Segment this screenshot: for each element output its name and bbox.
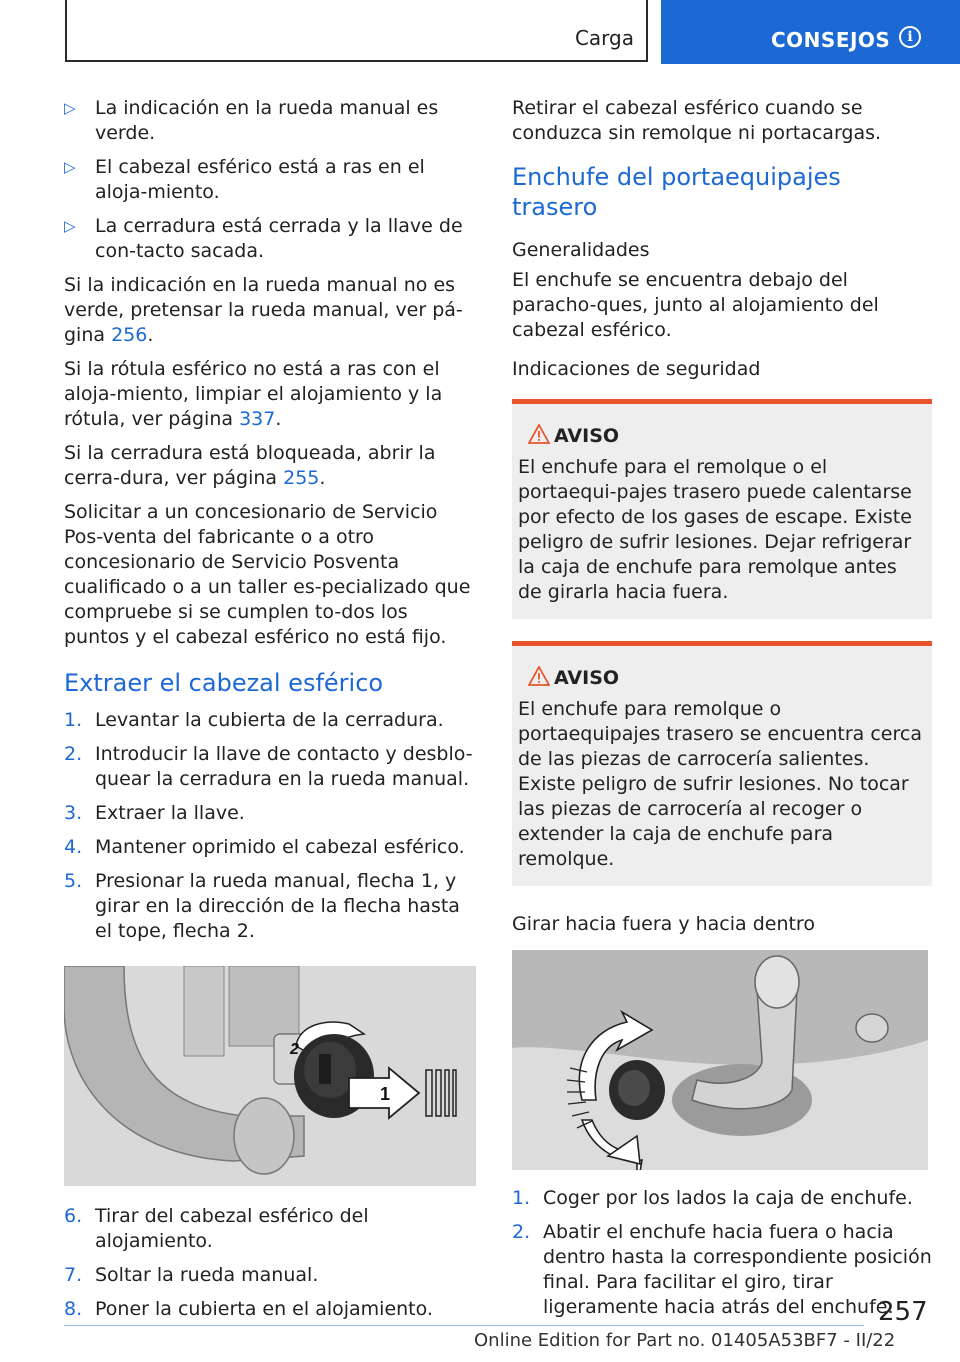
list-item: 7. Soltar la rueda manual. [64,1264,319,1286]
steps-list [64,708,476,944]
page-number: 257 [878,1297,928,1327]
right-column [512,96,932,1330]
triangle-bullet-icon: ▷ [64,217,76,235]
warning-box [512,641,932,886]
triangle-bullet-icon: ▷ [64,99,76,117]
list-item: 4. Mantener oprimido el cabezal esférico. [64,836,465,858]
footer-divider [64,1325,864,1326]
page-link[interactable]: 255 [283,467,320,489]
paragraph: Si la indicación en la rueda manual no es verde, pretensar la rueda manual, ver pá-gina 256. [64,274,463,346]
page-link[interactable]: 256 [111,324,148,346]
steps-list-continued [64,1204,476,1322]
list-item: 2. Introducir la llave de contacto y desblo-quear la cerradura en la rueda manual. [64,743,473,790]
section-heading: Extraer el cabezal esférico [64,669,384,697]
warning-text: El enchufe para remolque o portaequipajes trasero se encuentra cerca de las piezas de carrocería salientes. Existe peligro de sufrir lesiones. No tocar las piezas de carrocería al recoger o extender la caja de enchufe para remolque. [518,698,922,870]
info-icon: i [899,26,921,48]
subheading: Indicaciones de seguridad [512,358,761,380]
paragraph: El enchufe se encuentra debajo del paracho-ques, junto al alojamiento del cabezal esférico. [512,269,879,341]
warning-title: AVISO [554,667,620,689]
triangle-bullet-icon: ▷ [64,158,76,176]
edition-footer: Online Edition for Part no. 01405A53BF7 - II/22 [474,1330,896,1351]
paragraph: Solicitar a un concesionario de Servicio Pos-venta del fabricante o a otro concesionario de Servicio Posventa cualificado o a un taller es-pecializado que compruebe si se cumplen to-dos los puntos y el cabezal esférico no está fijo. [64,501,471,648]
paragraph: Retirar el cabezal esférico cuando se conduzca sin remolque ni portacargas. [512,97,882,144]
warning-box [512,399,932,619]
section-heading: Enchufe del portaequipajes trasero [512,163,841,221]
subheading: Generalidades [512,239,650,261]
page-link[interactable]: 337 [239,408,276,430]
warning-text: El enchufe para el remolque o el portaequi-pajes trasero puede calentarse por efecto de los gases de escape. Existe peligro de sufrir lesiones. Dejar refrigerar la caja de enchufe para remolque antes de girarla hacia fuera. [518,456,912,603]
paragraph: Si la rótula esférico no está a ras con el aloja-miento, limpiar el alojamiento y la rótula, ver página 337. [64,358,443,430]
subheading: Girar hacia fuera y hacia dentro [512,913,815,935]
paragraph: Si la cerradura está bloqueada, abrir la cerra-dura, ver página 255. [64,442,436,489]
arrow-label-2: 2 [290,1041,299,1058]
towbar-illustration [64,966,476,1186]
header-chapter-box [65,0,648,62]
list-item: 1. Coger por los lados la caja de enchufe. [512,1187,913,1209]
warning-title: AVISO [554,425,620,447]
list-item: 8. Poner la cubierta en el alojamiento. [64,1298,433,1320]
list-item: 1. Levantar la cubierta de la cerradura. [64,709,444,731]
list-item: ▷ El cabezal esférico está a ras en el aloja-miento. [64,156,425,203]
arrow-label-1: 1 [380,1084,391,1104]
left-column [64,96,476,1332]
list-item: 6. Tirar del cabezal esférico del alojamiento. [64,1205,369,1252]
list-item: ▷ La indicación en la rueda manual es verde. [64,97,439,144]
header-section-tab[interactable] [661,0,960,64]
chapter-title: Carga [574,26,634,50]
list-item: ▷ La cerradura está cerrada y la llave de con-tacto sacada. [64,215,463,262]
list-item: 2. Abatir el enchufe hacia fuera o hacia dentro hasta la correspondiente posición final. Para facilitar el giro, tirar ligeramente hacia atrás del enchufe. [512,1221,932,1318]
section-tab-label: CONSEJOS [771,28,891,52]
list-item: 3. Extraer la llave. [64,802,245,824]
socket-illustration [512,950,928,1170]
check-list [64,96,476,264]
list-item: 5. Presionar la rueda manual, flecha 1, y girar en la dirección de la flecha hasta el tope, flecha 2. [64,870,460,942]
steps-list [512,1186,932,1320]
